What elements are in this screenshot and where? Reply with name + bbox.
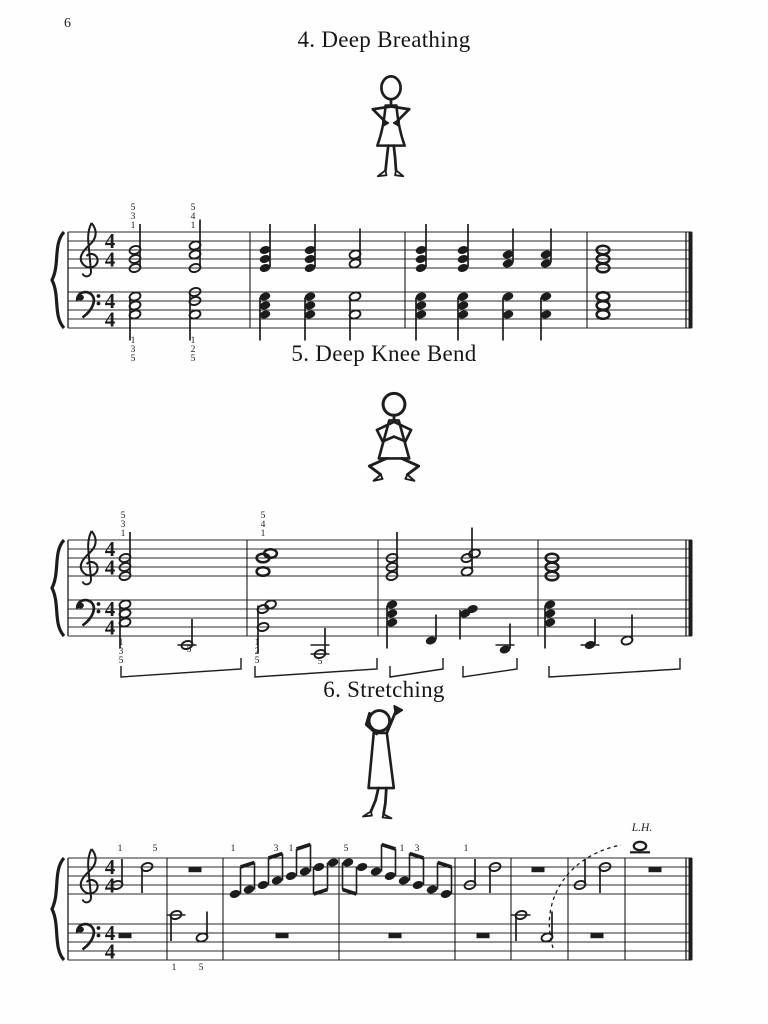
page-number: 6: [64, 16, 71, 31]
svg-text:2: 2: [190, 345, 196, 355]
lh-label: L.H.: [631, 822, 653, 834]
svg-text:5: 5: [130, 203, 136, 213]
svg-text:4: 4: [104, 855, 116, 879]
system-brace: [52, 858, 64, 960]
svg-text:1: 1: [117, 844, 123, 854]
svg-text:4: 4: [104, 873, 116, 898]
svg-text:1: 1: [288, 844, 294, 854]
svg-text:4: 4: [104, 939, 116, 964]
svg-text:1: 1: [171, 963, 177, 973]
exercise-title-deep-knee-bend: 5. Deep Knee Bend: [291, 341, 477, 366]
svg-text:4: 4: [104, 289, 116, 313]
svg-text:5: 5: [198, 963, 204, 973]
svg-text:5: 5: [317, 657, 323, 667]
svg-text:4: 4: [104, 555, 116, 580]
svg-text:4: 4: [104, 307, 116, 332]
music-system-3: [52, 822, 693, 973]
lh-whole-note: [630, 822, 652, 853]
svg-text:4: 4: [104, 537, 116, 561]
staff-lines: [68, 540, 692, 636]
svg-text:4: 4: [104, 229, 116, 253]
svg-text:3: 3: [118, 647, 124, 657]
notes-layer: [118, 528, 633, 660]
svg-text:5: 5: [190, 203, 196, 213]
knee-bend-brackets: [118, 656, 680, 677]
svg-text:1: 1: [130, 336, 136, 346]
svg-text:1: 1: [190, 221, 196, 231]
svg-text:5: 5: [152, 844, 158, 854]
svg-text:5: 5: [130, 354, 136, 364]
svg-text:2: 2: [254, 647, 260, 657]
svg-text:1: 1: [399, 844, 405, 854]
svg-text:1: 1: [230, 844, 236, 854]
svg-text:1: 1: [260, 529, 266, 539]
svg-text:1: 1: [254, 638, 260, 648]
svg-text:4: 4: [104, 597, 116, 621]
svg-text:3: 3: [120, 520, 126, 530]
svg-text:1: 1: [120, 529, 126, 539]
svg-text:3: 3: [130, 212, 136, 222]
svg-text:5: 5: [190, 354, 196, 364]
svg-text:5: 5: [260, 511, 266, 521]
svg-text:4: 4: [104, 921, 116, 945]
music-system-2: [52, 511, 693, 677]
exercise-title-deep-breathing: 4. Deep Breathing: [297, 27, 471, 52]
svg-text:4: 4: [260, 520, 266, 530]
exercise-title-stretching: 6. Stretching: [323, 677, 445, 702]
svg-text:1: 1: [463, 844, 469, 854]
svg-text:1: 1: [118, 638, 124, 648]
svg-text:5: 5: [118, 656, 124, 666]
music-system-1: [52, 203, 693, 364]
svg-text:4: 4: [104, 615, 116, 640]
svg-text:5: 5: [186, 645, 192, 655]
fingering-labels: [118, 844, 469, 973]
barlines: [250, 232, 693, 328]
svg-text:3: 3: [414, 844, 420, 854]
svg-text:4: 4: [104, 247, 116, 272]
svg-text:3: 3: [130, 345, 136, 355]
svg-text:1: 1: [190, 336, 196, 346]
svg-text:3: 3: [273, 844, 279, 854]
fingering-labels: [119, 511, 323, 667]
svg-text:1: 1: [130, 221, 136, 231]
svg-text:5: 5: [254, 656, 260, 666]
system-brace: [52, 540, 64, 636]
svg-text:5: 5: [120, 511, 126, 521]
notes-layer: [128, 220, 609, 341]
svg-text:4: 4: [190, 212, 196, 222]
barlines: [167, 858, 693, 960]
system-brace: [52, 232, 64, 328]
svg-text:5: 5: [343, 844, 349, 854]
